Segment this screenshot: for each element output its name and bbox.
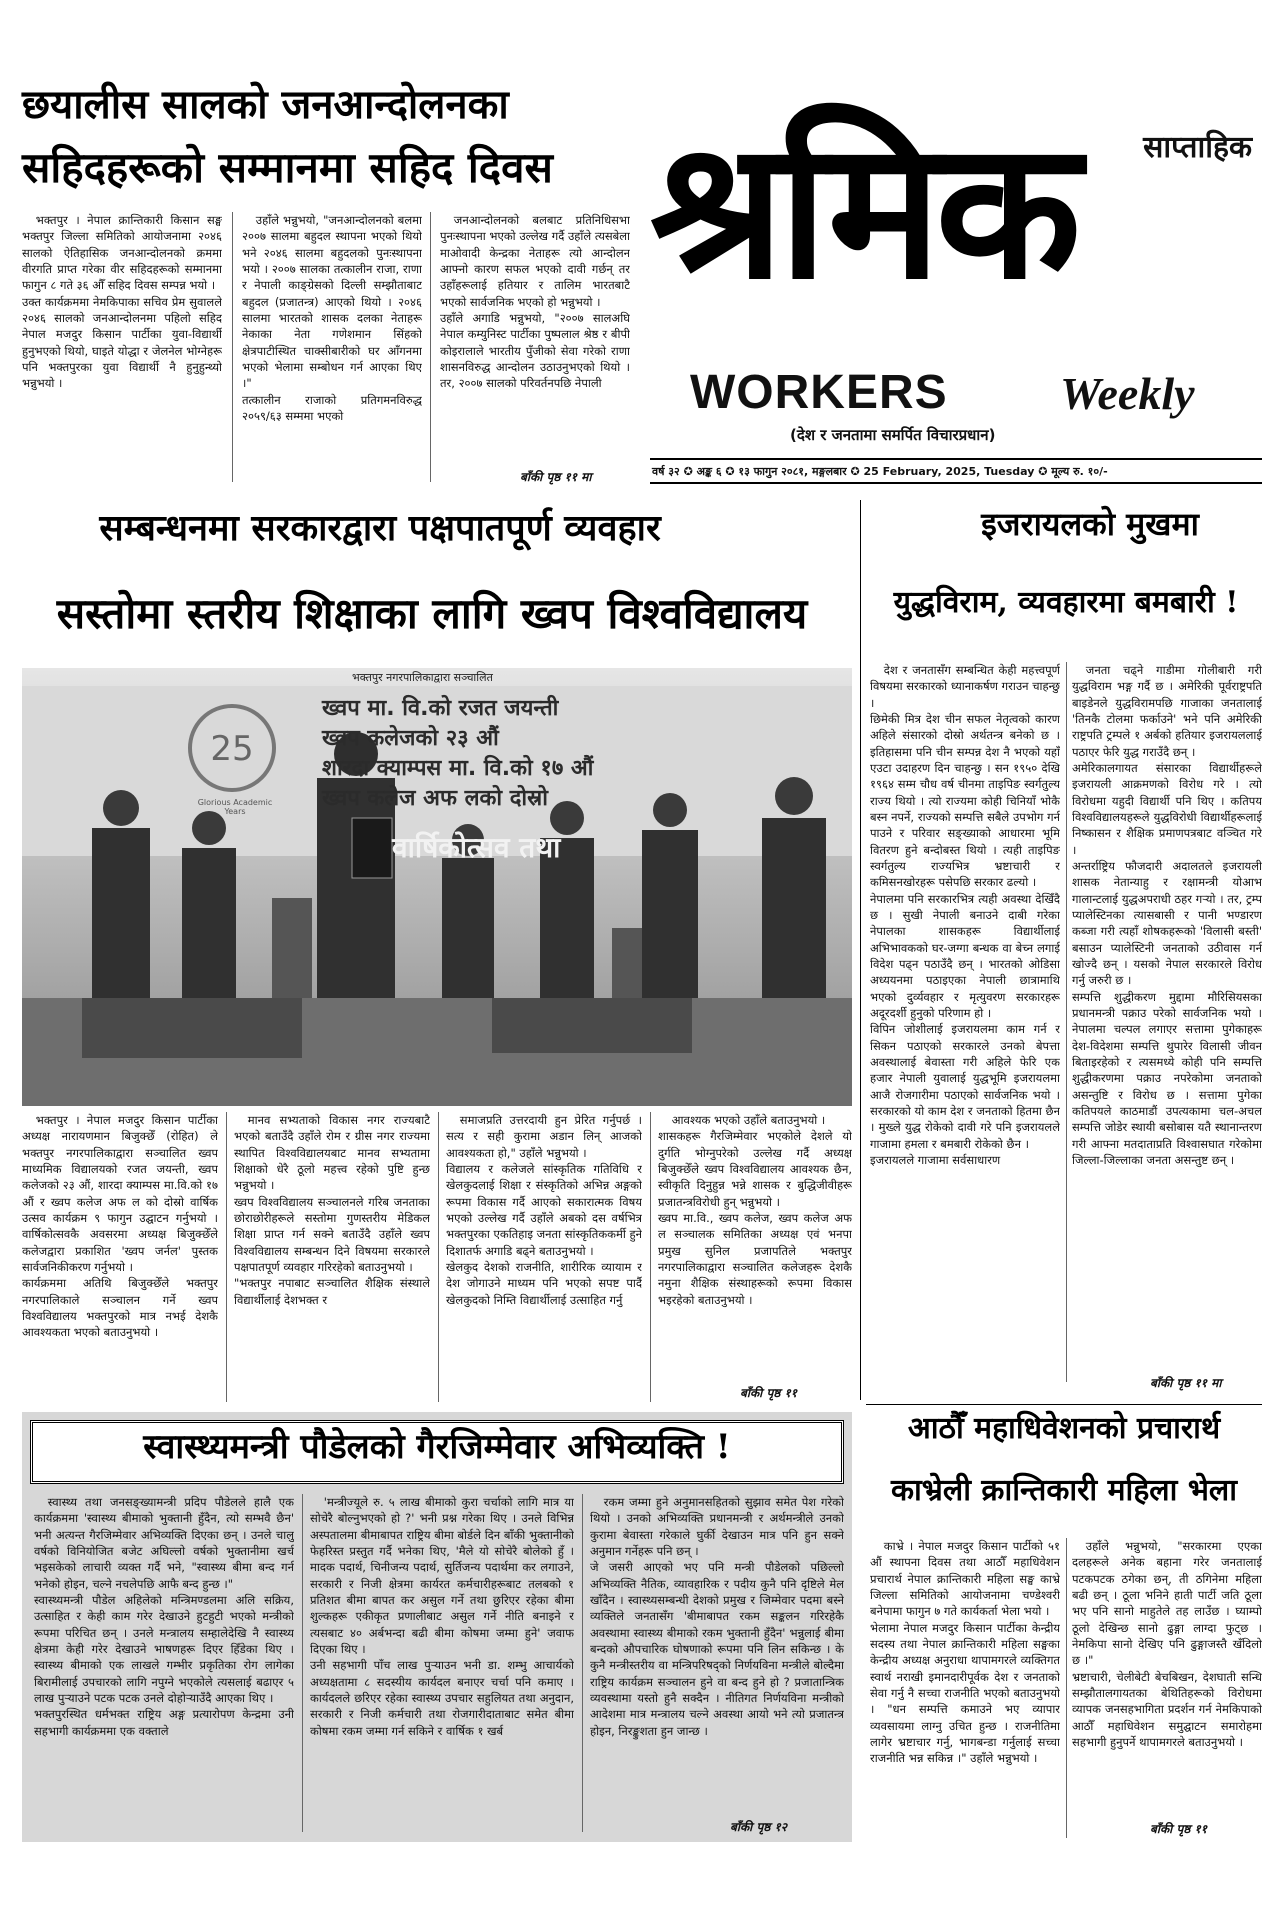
right-section-divider xyxy=(860,500,861,1400)
photo-banner-line5: वार्षिकोत्सव तथा xyxy=(392,831,561,864)
column-divider xyxy=(430,212,431,482)
story4-column-2-text: 'मन्त्रीज्यूले रु. ५ लाख बीमाको कुरा चर्चाको लागि मात्र या सोचेरै बोल्नुभएको हो ?' भनी प्रश्न गरेका थिए । उनले विभिन्न अस्पतालमा बीमाबापत राष्ट्रिय बीमा बोर्डले दिन बाँकी भुक्तानीको फेहरिस्त प्रस्तुत गर्दै भनेका थिए, 'मैले यो सोचेरै बोलेको हुँ । मादक पदार्थ, चिनीजन्य पदार्थ, सुर्तिजन्य पदार्थमा कर लगाउने, सरकारी र निजी क्षेत्रमा कार्यरत कर्मचारीहरूबाट तलबको १ प्रतिशत बीमा बापत कर असुल गर्ने तथा छुरिएर रहेका बीमा शुल्कहरू एकीकृत प्रणालीबाट असुल गर्ने नीति बनाइने र त्यसबाट ४० अर्बभन्दा बढी बीमा कोषमा जम्मा हुने' जवाफ दिएका थिए । उनी सहभागी पाँच लाख पुऱ्याउन भनी डा. शम्भु आचार्यको अध्यक्षतामा ८ सदस्यीय कार्यदल बनाएर चर्चा पनि कमाए । कार्यदलले छरिएर रहेका स्वास्थ्य उपचार सहुलियत तथा अनुदान, सरकारी र निजी कर्मचारी तथा रोजगारीदाताबाट समेत बीमा कोषमा रकम जम्मा गर्न सकिने र वार्षिक १ खर्ब xyxy=(310,1495,574,1738)
photo-banner-line3: शारदा क्याम्पस मा. वि.को १७ औं xyxy=(322,756,594,781)
story4-column-1 xyxy=(34,1494,294,1834)
column-divider xyxy=(582,1494,583,1832)
story3-continued: बाँकी पृष्ठ ११ मा xyxy=(1150,1376,1222,1390)
story1-headline-line2: सहिदहरूको सम्मानमा सहिद दिवस xyxy=(22,143,553,192)
dateline-rule-bottom xyxy=(650,482,1262,484)
story2-column-2-text: मानव सभ्यताको विकास नगर राज्यबाटै भएको बताउँदै उहाँले रोम र ग्रीस नगर राज्यमा स्थापित विश्वविद्यालयबाट मानव सभ्यतामा शिक्षाको धेरै ठूलो महत्त्व रहेको पुष्टि हुन्छ भन्नुभयो । ख्वप विश्वविद्यालय सञ्चालनले गरिब जनताका छोराछोरीहरूले सस्तोमा गुणस्तरीय मेडिकल शिक्षा प्राप्त गर्न सक्ने बताउँदै उहाँले ख्वप विश्वविद्यालय सम्बन्धन दिने विषयमा सरकारले पक्षपातपूर्ण व्यवहार गरिरहेको बताउनुभयो । "भक्तपुर नपाबाट सञ्चालित शैक्षिक संस्थाले विद्यार्थीलाई देशभक्त र xyxy=(234,1113,430,1307)
story4-column-2 xyxy=(310,1494,574,1834)
story3-column-2-text: जनता चढ्ने गाडीमा गोलीबारी गरी युद्धविराम भङ्ग गर्दै छ । अमेरिकी पूर्वराष्ट्रपति बाइडेनले युद्धविरामपछि गाजाका जनतालाई 'तिनकै टोलमा फर्काउने' भने पनि अमेरिकी राष्ट्रपति ट्रम्पले १ अर्बको हतियार इजरायललाई पठाएर फेरि युद्ध गराउँदै छन् । अमेरिकालगायत संसारका विद्यार्थीहरूले इजरायली आक्रमणको विरोध गरे । त्यो विरोधमा यहुदी विद्यार्थी पनि थिए । कतिपय विश्वविद्यालयहरूले युद्धविरोधी विद्यार्थीहरूलाई निष्कासन र शैक्षिक प्रमाणपत्रबाट वञ्चित गरे । अन्तर्राष्ट्रिय फौजदारी अदालतले इजरायली शासक नेतान्याहु र रक्षामन्त्री योआभ गालान्टलाई युद्धअपराधी ठहर गऱ्यो । तर, ट्रम्प प्यालेस्टिनका त्यासबासी र पानी भण्डारण कब्जा गरी त्यहाँ शोषकहरूको 'विलासी बस्ती' बसाउन प्यालेस्टिनी जनताको उठीवास गर्न खोज्दै छन् । यसको नेपाल सरकारले विरोध गर्नु जरुरी छ । सम्पत्ति शुद्धीकरण मुद्दामा मौरिसियसका प्रधानमन्त्री पक्राउ परेको सार्वजनिक भयो । नेपालमा चल्पल लगाएर सत्तामा पुगेकाहरू देश-विदेशमा सम्पत्ति थुपारेर विलासी जीवन बिताइरहेको र त्यसमध्ये कोही पनि सम्पत्ति शुद्धीकरणमा पक्राउ नपरेकोमा जनताको असन्तुष्टि र विरोध छ । सत्तामा पुगेका कतिपयले काठमाडौं उपत्यकामा चल-अचल सम्पत्ति जोडेर स्थायी बसोबास यतै स्थानान्तरण गरी आफ्ना मतदाताप्रति विश्वासघात गरेकोमा जिल्ला-जिल्लाका जनता असन्तुष्ट छन् । xyxy=(1072,663,1262,1167)
event-photo xyxy=(22,668,852,1106)
story2-column-3-text: समाजप्रति उत्तरदायी हुन प्रेरित गर्नुपर्छ । सत्य र सही कुरामा अडान लिन् आजको आवश्यकता हो," उहाँले भन्नुभयो । विद्यालय र कलेजले सांस्कृतिक गतिविधि र खेलकुदलाई शिक्षा र संस्कृतिको अभिन्न अङ्गको रूपमा विकास गर्दै आएको सकारात्मक विषय भएको उल्लेख गर्दै उहाँले अबको दस वर्षभित्र भक्तपुरका एकतिहाइ जनता सांस्कृतिककर्मी हुने दिशातर्फ अगाडि बढ्ने बताउनुभयो । खेलकुद देशको राजनीति, शारीरिक व्यायाम र देश जोगाउने माध्यम पनि भएको सपष्ट पार्दै खेलकुदको निम्ति विद्यार्थीलाई उत्साहित गर्नु xyxy=(446,1113,642,1307)
story2-column-3 xyxy=(446,1112,642,1402)
story3-column-2 xyxy=(1072,662,1262,1372)
photo-banner-line4: ख्वप कलेज अफ लको दोस्रो xyxy=(322,786,548,811)
masthead-title-np: श्रमिक xyxy=(650,98,1076,321)
photo-banner-line1: ख्वप मा. वि.को रजत जयन्ती xyxy=(322,696,559,721)
story1-column-2 xyxy=(242,212,422,482)
story2-column-2 xyxy=(234,1112,430,1402)
masthead xyxy=(650,95,1262,455)
dateline-rule-top xyxy=(650,458,1262,460)
story2-column-4-text: आवश्यक भएको उहाँले बताउनुभयो । शासकहरू गैरजिम्मेवार भएकोले देशले यो दुर्गति भोग्नुपरेको उल्लेख गर्दै अध्यक्ष बिजुक्छेँले ख्वप विश्वविद्यालय आवश्यक छैन, स्वीकृति दिनुहुन्न भन्ने शासक र बुद्धिजीवीहरू प्रजातन्त्रविरोधी हुन् भन्नुभयो । ख्वप मा.वि., ख्वप कलेज, ख्वप कलेज अफ ल सञ्चालक समितिका अध्यक्ष एवं भनपा प्रमुख सुनिल प्रजापतिले भक्तपुर नगरपालिकाद्वारा सञ्चालित कलेजहरू देशकै नमुना शैक्षिक संस्थाहरूको रूपमा विकास भइरहेको बताउनुभयो । xyxy=(658,1113,852,1307)
masthead-weekly-np: साप्ताहिक xyxy=(1143,130,1252,165)
story2-column-1 xyxy=(22,1112,218,1402)
story3-headline: युद्धविराम, व्यवहारमा बमबारी ! xyxy=(893,585,1239,620)
story3-kicker: इजरायलको मुखमा xyxy=(981,505,1199,543)
masthead-title-en: WORKERS xyxy=(690,366,948,419)
story1-column-3 xyxy=(440,212,630,470)
story3-column-1 xyxy=(870,662,1060,1392)
story5-column-1-text: काभ्रे । नेपाल मजदुर किसान पार्टीको ५१ औं स्थापना दिवस तथा आठौँ महाधिवेशन प्रचारार्थ नेपाल क्रान्तिकारी महिला सङ्घ काभ्रे जिल्ला समितिको आयोजनामा चण्डेश्वरी बनेपामा फागुन ७ गते कार्यकर्ता भेला भयो । भेलामा नेपाल मजदुर किसान पार्टीका केन्द्रीय सदस्य तथा नेपाल क्रान्तिकारी महिला सङ्घका केन्द्रीय अध्यक्ष अनुराधा थापामगरले व्यक्तिगत स्वार्थ नराखी इमानदारीपूर्वक देश र जनताको सेवा गर्नु नै सच्चा राजनीति भएको बताउनुभयो । "धन सम्पत्ति कमाउने भए व्यापार व्यवसायमा लाग्नु उचित हुन्छ । राजनीतिमा लागेर भ्रष्टाचार गर्नु, भागबन्डा गर्नुलाई सच्चा राजनीति भन्न सकिन्न ।" उहाँले भन्नुभयो । xyxy=(870,1539,1060,1766)
story5-column-2-text: उहाँले भन्नुभयो, "सरकारमा एएका दलहरूले अनेक बहाना गरेर जनतालाई पटकपटक ठगेका छन्, ती ठगिनेमा महिला बढी छन् । ठूला भनिने हाती पार्टी जति ठूला भए पनि सानो माहुतेले तह लाउँछ । घ्याम्पो ठूलो देखिन्छ सानो ढुङ्गा लाग्दा फुट्छ । नेमकिपा सानो देखिए पनि ढुङ्गाजस्तै खँदिलो छ ।" भ्रष्टाचारी, चेलीबेटी बेचबिखन, देशघाती सन्धि सम्झौतालगायतका बेथितिहरूको विरोधमा व्यापक जनसहभागिता प्रदर्शन गर्न नेमकिपाको आठौँ महाधिवेशन समुद्घाटन समारोहमा सहभागी हुनुपर्ने थापामगरले बताउनुभयो । xyxy=(1072,1539,1262,1749)
story4-column-3-text: रकम जम्मा हुने अनुमानसहितको सुझाव समेत पेश गरेको थियो । उनको अभिव्यक्ति प्रधानमन्त्री र अर्थमन्त्रीले उनको कुरामा बेवास्ता गरेकाले घुर्की देखाउन मात्र पनि हुन सक्ने अनुमान गर्नेहरू पनि छन् । जे जसरी आएको भए पनि मन्त्री पौडेलको पछिल्लो अभिव्यक्ति नैतिक, व्यावहारिक र पदीय कुनै पनि दृष्टिले मेल खाँदैन । स्वास्थ्यसम्बन्धी देशको प्रमुख र जिम्मेवार पदमा बस्ने व्यक्तिले जनतासँग 'बीमाबापत रकम सङ्कलन गरिरहेकै अवस्थामा स्वास्थ्य बीमाको रकम भुक्तानी हुँदैन' भन्नुलाई बीमा बन्दको औपचारिक घोषणाको रूपमा पनि लिन सकिन्छ । के कुनै मन्त्रीस्तरीय वा मन्त्रिपरिषद्को निर्णयविना मन्त्रीले बोल्दैमा राष्ट्रिय कार्यक्रम सञ्चालन हुने वा बन्द हुने हो ? प्रजातान्त्रिक व्यवस्थामा यस्तो हुनै सक्दैन । नीतिगत निर्णयविना मन्त्रीको आदेशमा मात्र मन्त्रालय चल्ने अवस्था आयो भने त्यो प्रजातन्त्र होइन, निरङ्कुशता हुन जान्छ । xyxy=(590,1495,844,1738)
story4-headline: स्वास्थ्यमन्त्री पौडेलको गैरजिम्मेवार अभिव्यक्ति ! xyxy=(143,1427,731,1467)
story5-column-1 xyxy=(870,1538,1060,1838)
story5-top-rule xyxy=(866,1404,1262,1405)
column-divider xyxy=(650,1112,651,1402)
story1-continued: बाँकी पृष्ठ ११ मा xyxy=(520,470,592,484)
story1-column-1-text: भक्तपुर । नेपाल क्रान्तिकारी किसान सङ्घ भक्तपुर जिल्ला समितिको आयोजनामा २०४६ सालको ऐतिहासिक जनआन्दोलनको क्रममा वीरगति प्राप्त गरेका वीर सहिदहरूको सम्मानमा फागुन ८ गते ३६ औँ सहिद दिवस सम्पन्न भयो । उक्त कार्यक्रममा नेमकिपाका सचिव प्रेम सुवालले २०४६ सालको जनआन्दोलनमा पहिलो सहिद नेपाल मजदुर किसान पार्टीका युवा-विद्यार्थी हुनुभएको थियो, घाइते योद्धा र जेलनेल भोग्नेहरू पनि भक्तपुरका युवा विद्यार्थी नै हुनुहुन्थ्यो भन्नुभयो । xyxy=(22,213,222,391)
column-divider xyxy=(1066,662,1067,1382)
svg-text:25: 25 xyxy=(210,729,254,769)
story5-headline-line2: काभ्रेली क्रान्तिकारी महिला भेला xyxy=(890,1473,1238,1508)
story2-column-1-text: भक्तपुर । नेपाल मजदुर किसान पार्टीका अध्यक्ष नारायणमान बिजुक्छेँ (रोहित) ले भक्तपुर नगरपालिकाद्वारा सञ्चालित ख्वप माध्यमिक विद्यालयको रजत जयन्ती, ख्वप कलेजको २३ औं, शारदा क्याम्पस मा.वि.को १७ औं र ख्वप कलेज अफ ल को दोस्रो वार्षिक उत्सव कार्यक्रम ९ फागुन उद्घाटन गर्नुभयो । वार्षिकोत्सवकै अवसरमा अध्यक्ष बिजुक्छेँले कलेजद्वारा प्रकाशित 'ख्वप जर्नल' पुस्तक सार्वजनिकीकरण गर्नुभयो । कार्यक्रममा अतिथि बिजुक्छेँले भक्तपुर नगरपालिकाले सञ्चालन गर्ने ख्वप विश्वविद्यालय भक्तपुरको मात्र नभई देशकै आवश्यकता भएको बताउनुभयो । xyxy=(22,1113,218,1340)
story2-headline-line2: सस्तोमा स्तरीय शिक्षाका लागि ख्वप विश्वविद्यालय xyxy=(56,589,808,638)
story1-column-2-text: उहाँले भन्नुभयो, "जनआन्दोलनको बलमा २००७ सालमा बहुदल स्थापना भएको थियो भने २०४६ सालमा बहुदलको पुनःस्थापना भयो । २००७ सालका तत्कालीन राजा, राणा र नेपाली काङ्ग्रेसको दिल्ली सम्झौताबाट बहुदल (प्रजातन्त्र) आएको थियो । २०४६ सालमा भारतको शासक दलका नेताहरू नेकाका नेता गणेशमान सिंहको क्षेत्रपाटीस्थित चाक्सीबारीको घर आँगनमा भएको भेलामा सम्बोधन गर्न आएका थिए ।" तत्कालीन राजाको प्रतिगमनविरुद्ध २०५९/६३ सम्ममा भएको xyxy=(242,213,422,423)
masthead-weekly-en: Weekly xyxy=(1060,368,1195,419)
story5-continued: बाँकी पृष्ठ ११ xyxy=(1150,1822,1208,1836)
story1-headline-line1: छयालीस सालको जनआन्दोलनका xyxy=(22,81,509,128)
story4-continued: बाँकी पृष्ठ १२ xyxy=(730,1820,788,1834)
story2-column-4 xyxy=(658,1112,852,1382)
story4-column-1-text: स्वास्थ्य तथा जनसङ्ख्यामन्त्री प्रदिप पौडेलले हालै एक कार्यक्रममा 'स्वास्थ्य बीमाको भुक्तानी हुँदैन, त्यो सम्भवै छैन' भनी अत्यन्त गैरजिम्मेवार अभिव्यक्ति दिएका छन् । उनले चालु वर्षको विनियोजित बजेट अघिल्लो वर्षको भुक्तानीमा खर्च भइसकेको लाचारी व्यक्त गर्दै भने, "स्वास्थ्य बीमा बन्द गर्न भनेको होइन, चल्ने नचलेपछि आफै बन्द हुन्छ ।" स्वास्थ्यमन्त्री पौडेल अहिलेको मन्त्रिमण्डलमा अलि सक्रिय, उत्साहित र केही काम गरेर देखाउने हुटहुटी भएको मन्त्रीको रूपमा परिचित छन् । उनले मन्त्रालय सम्हालेदेखि नै स्वास्थ्य क्षेत्रमा केही गरेर देखाउने भाषणहरू दिएर हिँडेका थिए । स्वास्थ्य बीमाको एक लाखले गम्भीर प्रकृतिका रोग लागेका बिरामीलाई उपचारको लागि नपुग्ने भएकोले त्यसलाई बढाएर ५ लाख पुऱ्याउने पटक पटक उनले दोहोऱ्याउँदै आएका थिए । भक्तपुरस्थित धर्मभक्त राष्ट्रिय अङ्ग प्रत्यारोपण केन्द्रमा उनी सहभागी कार्यक्रममा एक वक्ताले xyxy=(34,1495,294,1738)
column-divider xyxy=(438,1112,439,1402)
story5-column-2 xyxy=(1072,1538,1262,1816)
dateline: वर्ष ३२ ✪ अङ्क ६ ✪ १३ फागुन २०८१, मङ्गलबार ✪ 25 February, 2025, Tuesday ✪ मूल्य रु. १०/- xyxy=(652,465,1108,478)
masthead-tagline: (देश र जनतामा समर्पित विचारप्रधान) xyxy=(790,426,996,444)
story4-column-3 xyxy=(590,1494,844,1814)
column-divider xyxy=(226,1112,227,1402)
story1-column-1 xyxy=(22,212,222,482)
story2-continued: बाँकी पृष्ठ ११ xyxy=(740,1386,798,1400)
story5-headline-line1: आठौँ महाधिवेशनको प्रचारार्थ xyxy=(907,1411,1221,1446)
photo-banner-line2: ख्वप कलेजको २३ औं xyxy=(322,726,499,751)
story2-headline-line1: सम्बन्धनमा सरकारद्वारा पक्षपातपूर्ण व्यवहार xyxy=(99,508,661,549)
photo-caption-top: भक्तपुर नगरपालिकाद्वारा सञ्चालित xyxy=(352,671,493,684)
column-divider xyxy=(302,1494,303,1832)
story1-column-3-text: जनआन्दोलनको बलबाट प्रतिनिधिसभा पुनःस्थापना भएको उल्लेख गर्दै उहाँले त्यसबेला माओवादी केन्द्रका नेताहरू त्यो आन्दोलन आफ्नो कारण सफल भएको दावी गर्छन् तर उहाँहरूलाई हतियार र तालिम भारतबाटै भएको सार्वजनिक भएको हो भन्नुभयो । उहाँले अगाडि भन्नुभयो, "२००७ सालअघि नेपाल कम्युनिस्ट पार्टीका पुष्पलाल श्रेष्ठ र बीपी कोइरालाले भारतीय पुँजीको सेवा गरेको राणा शासनविरुद्ध आन्दोलन उठाउनुभएको थियो । तर, २००७ सालको परिवर्तनपछि नेपाली xyxy=(440,213,630,391)
photo-badge-text: Glorious Academic Years xyxy=(197,798,273,816)
story3-column-1-text: देश र जनतासँग सम्बन्धित केही महत्त्वपूर्ण विषयमा सरकारको ध्यानाकर्षण गराउन चाहन्छु । छिमेकी मित्र देश चीन सफल नेतृत्वको कारण अहिले संसारको दोस्रो अर्थतन्त्र बनेको छ । इतिहासमा पनि चीन सम्पन्न देश नै भएको यहाँ एउटा उदाहरण दिन चाहन्छु । सन १९५० देखि १९६४ सम्म चौध वर्ष चीनमा ताइपिङ स्वर्गतुल्य राज्य थियो । त्यो राज्यमा कोही चिनियाँ भोकै बस्न नपर्ने, राज्यको सम्पत्ति सबैले उपभोग गर्न पाउने र परिवार सङ्ख्याको आधारमा भूमि वितरण हुने बन्दोबस्त थियो । त्यही ताइपिङ स्वर्गतुल्य राज्यभित्र भ्रष्टाचारी र कमिसनखोरहरू पसेपछि सरकार ढल्यो । नेपालमा पनि सरकारभित्र त्यही अवस्था देखिँदै छ । सुखी नेपाली बनाउने दाबी गरेका नेपालका शासकहरू विद्यार्थीलाई अभिभावकको घर-जग्गा बन्धक वा बेच्न लगाई विदेश पढ्न पठाउँदै छन् । भारतको ओडिसा अध्ययनमा पठाइएका नेपाली छात्रामाथि भएको दुर्व्यवहार र मृत्युवरण सरकारहरू अदूरदर्शी हुनुको परिणाम हो । विपिन जोशीलाई इजरायलमा काम गर्न र सिकन पठाएको सरकारले उनको बेपत्ता अवस्थालाई बेवास्ता गरी अहिले फेरि एक हजार नेपाली युवालाई युद्धभूमि इजरायलमा आजै रोजगारीमा पठाएको सार्वजनिक भयो । सरकारको यो काम देश र जनताको हितमा छैन । मुख्ले युद्ध रोकेको दावी गरे पनि इजरायलले गाजामा हमला र बमबारी रोकेको छैन । इजरायलले गाजामा सर्वसाधारण xyxy=(870,663,1060,1167)
column-divider xyxy=(1066,1538,1067,1838)
column-divider xyxy=(232,212,233,482)
